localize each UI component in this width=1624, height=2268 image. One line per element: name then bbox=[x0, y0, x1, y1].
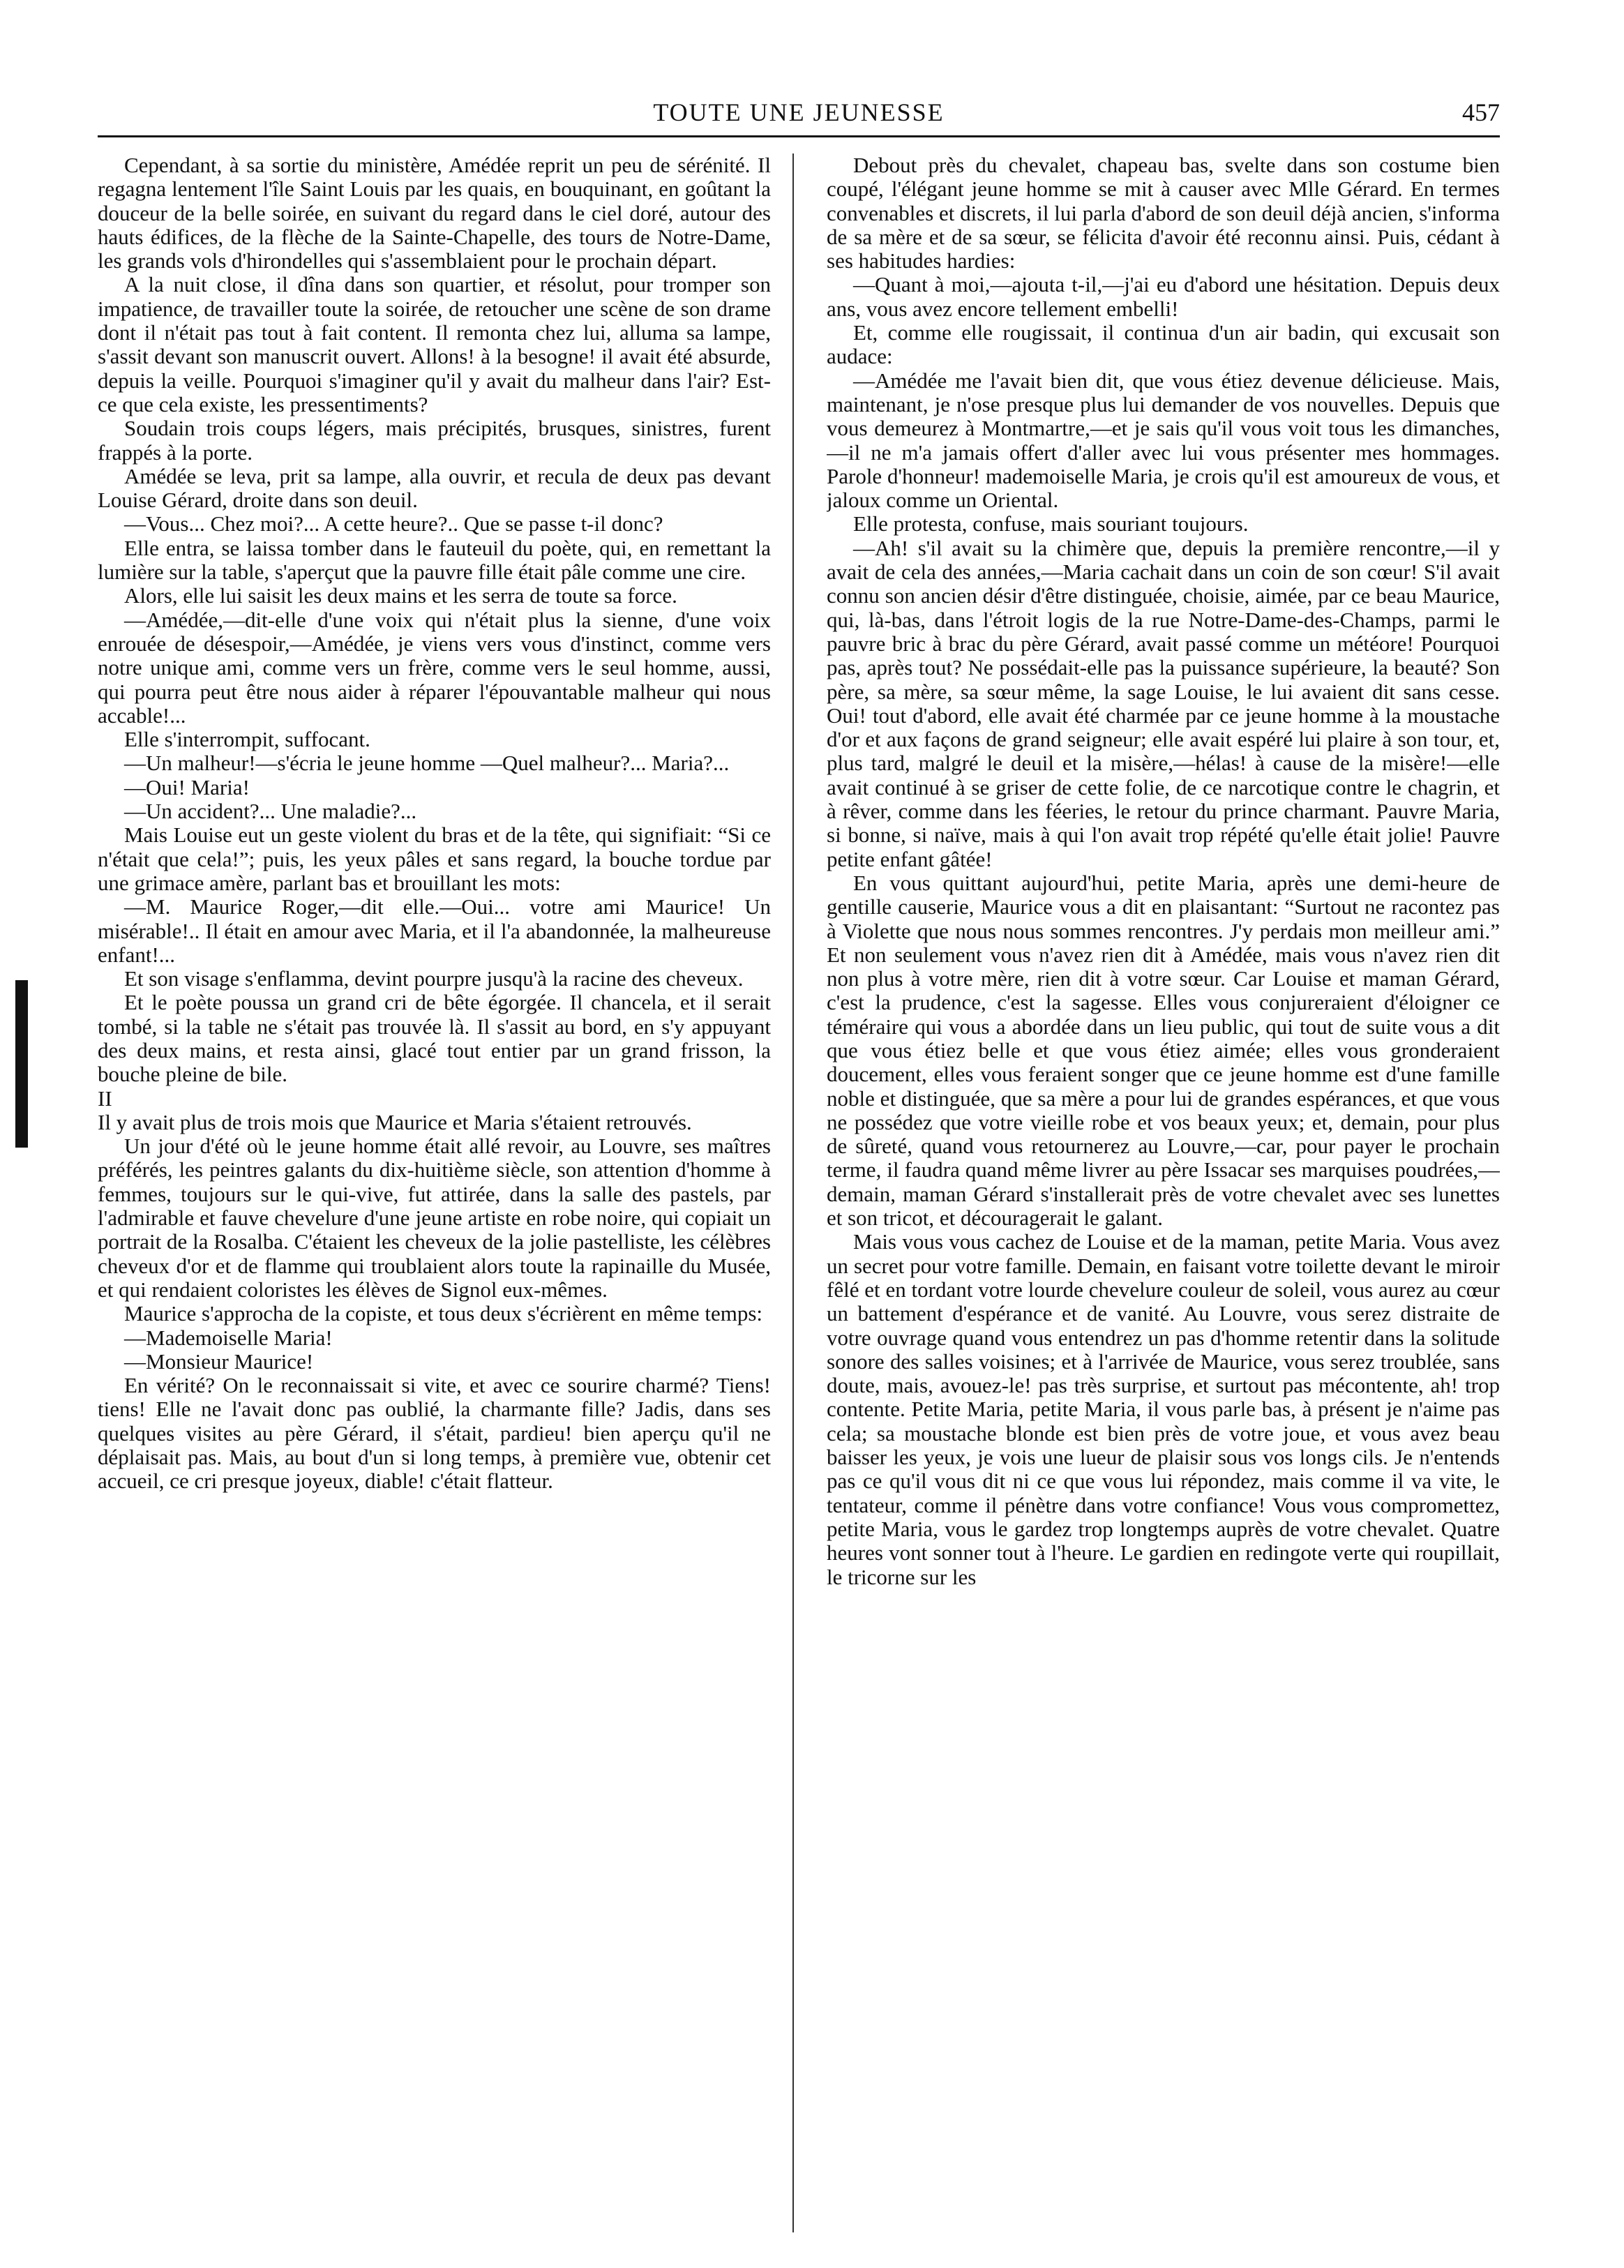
paragraph: Et, comme elle rougissait, il continua d'un air badin, qui excusait son audace: bbox=[827, 320, 1500, 369]
left-column bbox=[98, 153, 771, 2239]
paragraph: —Monsieur Maurice! bbox=[124, 1349, 314, 1374]
paragraph: —Vous... Chez moi?... A cette heure?.. Que se passe t-il donc? bbox=[124, 511, 663, 536]
paragraph: —Amédée me l'avait bien dit, que vous étiez devenue délicieuse. Mais, maintenant, je n'ose presque plus lui demander de vos nouvelles. Depuis que vous demeurez à Montmartre,—et je sais qu'il vous voit tous les dimanches,—il ne m'a jamais offert d'aller avec lui vous présenter mes hommages. Parole d'honneur! mademoiselle Maria, je crois qu'il est amoureux de vous, et jaloux comme un Oriental. bbox=[827, 368, 1500, 513]
page-number: 457 bbox=[1462, 98, 1500, 126]
paragraph: Et le poète poussa un grand cri de bête égorgée. Il chancela, et il serait tombé, si la table ne s'était pas trouvée là. Il s'assit au bord, en s'y appuyant des deux mains, et resta ainsi, glacé tout entier par un grand frisson, la bouche pleine de bile. bbox=[98, 990, 771, 1087]
text-columns bbox=[98, 153, 1500, 2239]
paragraph: Il y avait plus de trois mois que Maurice et Maria s'étaient retrouvés. bbox=[98, 1109, 692, 1134]
paragraph: Elle s'interrompit, suffocant. bbox=[124, 727, 370, 752]
paragraph: —Un accident?... Une maladie?... bbox=[124, 799, 417, 824]
paragraph: Mais vous vous cachez de Louise et de la maman, petite Maria. Vous avez un secret pour votre famille. Demain, en faisant votre toilette devant le miroir fêlé et en tordant votre lourde chevelure couleur de soleil, vous aurez au cœur un battement d'espérance et de vanité. Au Louvre, vous serez distraite de votre ouvrage quand vous entendrez un pas d'homme retentir dans la solitude sonore des salles voisines; et à l'arrivée de Maurice, vous serez troublée, sans doute, mais, avouez-le! pas très surprise, et surtout pas mécontente, ah! trop contente. Petite Maria, petite Maria, il vous parle bas, à présent je n'aime pas cela; sa moustache blonde est bien près de votre joue, et vous avez beau baisser les yeux, je vois une lueur de plaisir sous vos longs cils. Je n'entends pas ce qu'il vous dit ni ce que vous lui répondez, mais comme il va vite, le tentateur, comme il pénètre dans votre confiance! Vous vous compromettez, petite Maria, vous le gardez trop longtemps auprès de votre chevalet. Quatre heures vont sonner tout à l'heure. Le gardien en redingote verte qui roupillait, le tricorne sur les bbox=[827, 1229, 1500, 1589]
paragraph: Maurice s'approcha de la copiste, et tous deux s'écrièrent en même temps: bbox=[124, 1301, 762, 1326]
paragraph: Cependant, à sa sortie du ministère, Amédée reprit un peu de sérénité. Il regagna lentement l'île Saint Louis par les quais, en bouquinant, en goûtant la douceur de la belle soirée, en suivant du regard dans le ciel doré, autour des hauts édifices, de la flèche de la Sainte-Chapelle, des tours de Notre-Dame, les grands vols d'hirondelles qui s'assemblaient pour le prochain départ. bbox=[98, 153, 771, 273]
running-head bbox=[98, 98, 1500, 140]
paragraph: Un jour d'été où le jeune homme était allé revoir, au Louvre, ses maîtres préférés, les peintres galants du dix-huitième siècle, son attention d'homme à femmes, toujours sur le qui-vive, fut attirée, dans la salle des pastels, par l'admirable et fauve chevelure d'une jeune artiste en robe noire, qui copiait un portrait de la Rosalba. C'étaient les cheveux de la jolie pastelliste, les célèbres cheveux d'or et de flamme qui troublaient alors toute la rapinaille du Musée, et qui rendaient coloristes les élèves de Signol eux-mêmes. bbox=[98, 1134, 771, 1302]
paragraph: —Amédée,—dit-elle d'une voix qui n'était plus la sienne, d'une voix enrouée de désespoir,—Amédée, je viens vers vous d'instinct, comme vers notre unique ami, comme vers un frère, comme vers le seul homme, aussi, qui pourra peut être nous aider à réparer l'épouvantable malheur qui nous accable!... bbox=[98, 607, 771, 728]
right-column bbox=[827, 153, 1500, 2239]
paragraph: Amédée se leva, prit sa lampe, alla ouvrir, et recula de deux pas devant Louise Gérard, droite dans son deuil. bbox=[98, 463, 771, 513]
paragraph: Elle protesta, confuse, mais souriant toujours. bbox=[853, 511, 1249, 536]
paragraph: —Oui! Maria! bbox=[124, 774, 250, 799]
margin-mark bbox=[15, 980, 28, 1148]
running-title: TOUTE UNE JEUNESSE bbox=[653, 98, 945, 126]
paragraph: En vous quittant aujourd'hui, petite Maria, après une demi-heure de gentille causerie, Maurice vous a dit en plaisantant: “Surtout ne racontez pas à Violette que nous nous sommes rencontres. J'y perdais mon meilleur ami.” Et non seulement vous n'avez rien dit à Amédée, mais vous n'avez rien dit non plus à votre mère, rien dit à votre sœur. Car Louise et maman Gérard, c'est la prudence, c'est la sagesse. Elles vous conjureraient d'éloigner ce téméraire qui vous a abordée dans un lieu public, qui tout de suite vous a dit que vous étiez belle et que vous étiez aimée; elles vous gronderaient doucement, elles vous feraient songer que ce jeune homme est d'une famille noble et distinguée, que sa mère a pour lui de grandes espérances, et que vous ne possédez que votre vieille robe et vos beaux yeux; et, demain, pour plus de sûreté, quand vous retournerez au Louvre,—car, pour payer le prochain terme, il faudra quand même livrer au père Issacar ses marquises poudrées,—demain, maman Gérard s'installerait près de votre chevalet avec ses lunettes et son tricot, et découragerait le galant. bbox=[827, 870, 1500, 1231]
paragraph: En vérité? On le reconnaissait si vite, et avec ce sourire charmé? Tiens! tiens! Elle ne l'avait donc pas oublié, la charmante fille? Jadis, dans ses quelques visites au père Gérard, il s'était, pardieu! bien aperçu qu'il ne déplaisait pas. Mais, au bout d'un si long temps, à première vue, obtenir cet accueil, ce cri presque joyeux, diable! c'était flatteur. bbox=[98, 1373, 771, 1494]
paragraph: A la nuit close, il dîna dans son quartier, et résolut, pour tromper son impatience, de travailler toute la soirée, de retoucher une scène de son drame dont il n'était pas tout à fait content. Il remonta chez lui, alluma sa lampe, s'assit devant son manuscrit ouvert. Allons! à la besogne! il avait été absurde, depuis la veille. Pourquoi s'imaginer qu'il y avait du malheur dans l'air? Est-ce que cela existe, les pressentiments? bbox=[98, 272, 771, 416]
paragraph: Et son visage s'enflamma, devint pourpre jusqu'à la racine des cheveux. bbox=[124, 966, 744, 991]
section-heading: II bbox=[98, 1086, 112, 1111]
paragraph: Alors, elle lui saisit les deux mains et les serra de toute sa force. bbox=[124, 583, 677, 608]
column-divider bbox=[792, 153, 794, 2232]
paragraph: —Mademoiselle Maria! bbox=[124, 1325, 333, 1350]
book-page bbox=[98, 98, 1500, 2239]
paragraph: Mais Louise eut un geste violent du bras et de la tête, qui signifiait: “Si ce n'était que cela!”; puis, les yeux pâles et sans regard, la bouche tordue par une grimace amère, parlant bas et brouillant les mots: bbox=[98, 823, 771, 895]
paragraph: —Quant à moi,—ajouta t-il,—j'ai eu d'abord une hésitation. Depuis deux ans, vous avez encore tellement embelli! bbox=[827, 272, 1500, 321]
paragraph: Soudain trois coups légers, mais précipités, brusques, sinistres, furent frappés à la porte. bbox=[98, 416, 771, 465]
paragraph: Elle entra, se laissa tomber dans le fauteuil du poète, qui, en remettant la lumière sur la table, s'aperçut que la pauvre fille était pâle comme une cire. bbox=[98, 535, 771, 585]
header-rule bbox=[98, 135, 1500, 137]
paragraph: Debout près du chevalet, chapeau bas, svelte dans son costume bien coupé, l'élégant jeune homme se mit à causer avec Mlle Gérard. En termes convenables et discrets, il lui parla d'abord de son deuil déjà ancien, s'informa de sa mère et de sa sœur, se félicita d'avoir été reconnu ainsi. Puis, cédant à ses habitudes hardies: bbox=[827, 153, 1500, 273]
paragraph: —Ah! s'il avait su la chimère que, depuis la première rencontre,—il y avait de cela des années,—Maria cachait dans un coin de son cœur! S'il avait connu son ancien désir d'être distinguée, choisie, aimée, par ce beau Maurice, qui, là-bas, dans l'étroit logis de la rue Notre-Dame-des-Champs, parmi le pauvre bric à brac du père Gérard, avait passé comme un météore! Pourquoi pas, après tout? Ne possédait-elle pas la puissance supérieure, la beauté? Son père, sa mère, sa sœur même, la sage Louise, le lui avaient dit sans cesse. Oui! tout d'abord, elle avait été charmée par ce jeune homme à la moustache d'or et aux façons de grand seigneur; elle avait espéré lui plaire à son tour, et, plus tard, malgré le deuil et la misère,—hélas! à cause de la misère!—elle avait continué à se griser de cette folie, de ce narcotique contre le chagrin, et à rêver, comme dans les féeries, le retour du prince charmant. Pauvre Maria, si bonne, si naïve, mais à qui l'on avait trop répété qu'elle était jolie! Pauvre petite enfant gâtée! bbox=[827, 535, 1500, 871]
paragraph: —M. Maurice Roger,—dit elle.—Oui... votre ami Maurice! Un misérable!.. Il était en amour avec Maria, et il l'a abandonnée, la malheureuse enfant!... bbox=[98, 894, 771, 967]
paragraph: —Un malheur!—s'écria le jeune homme —Quel malheur?... Maria?... bbox=[124, 751, 730, 776]
